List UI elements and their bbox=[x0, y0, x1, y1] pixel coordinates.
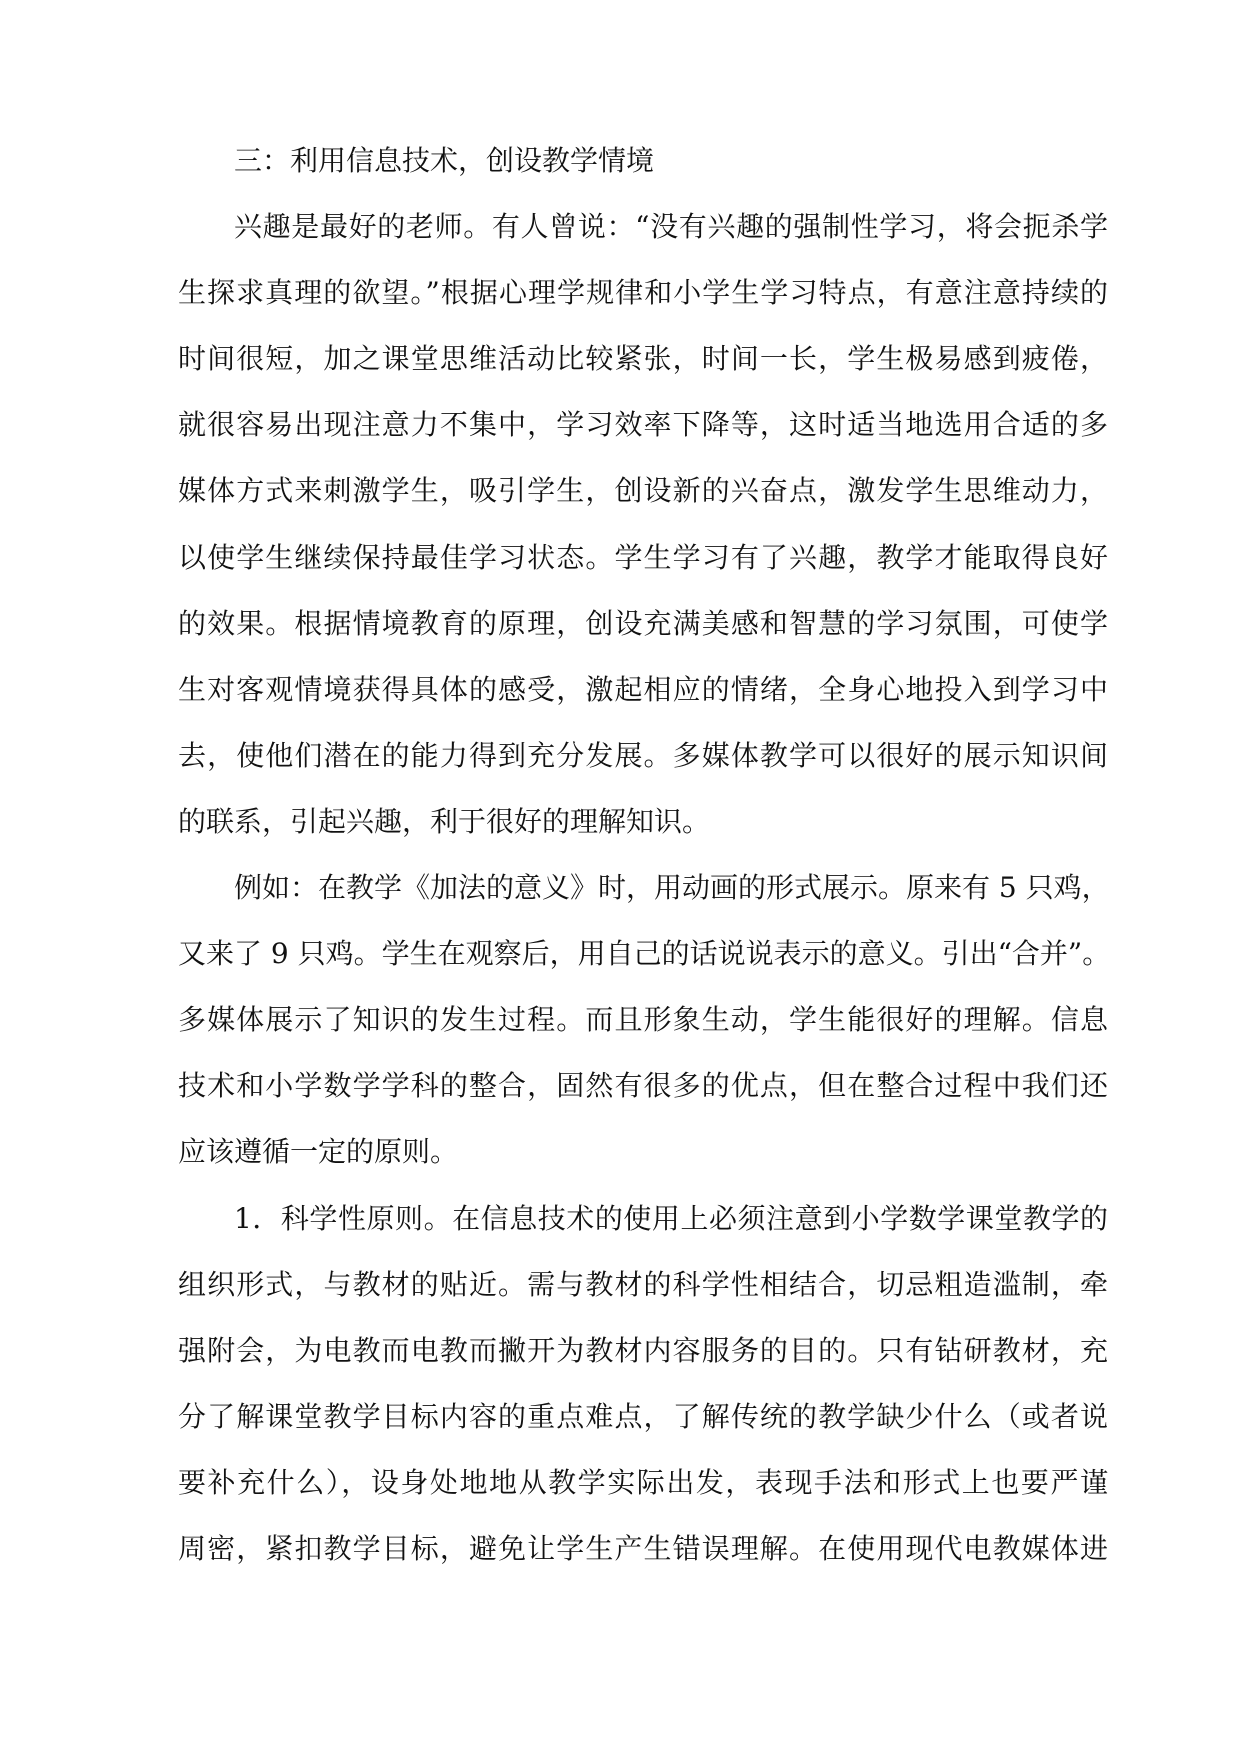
paragraph-line: 多媒体展示了知识的发生过程。而且形象生动，学生能很好的理解。信息 bbox=[178, 1003, 1108, 1037]
paragraph-line: 就很容易出现注意力不集中，学习效率下降等，这时适当地选用合适的多 bbox=[178, 408, 1108, 442]
paragraph-line: 应该遵循一定的原则。 bbox=[178, 1135, 459, 1169]
paragraph-line: 生探求真理的欲望。”根据心理学规律和小学生学习特点，有意注意持续的 bbox=[178, 276, 1108, 310]
paragraph-interest bbox=[178, 194, 1108, 855]
paragraph-line: 组织形式，与教材的贴近。需与教材的科学性相结合，切忌粗造滥制，牵 bbox=[178, 1267, 1108, 1301]
paragraph-line: 例如：在教学《加法的意义》时，用动画的形式展示。原来有 5 只鸡， bbox=[234, 871, 1110, 905]
paragraph-line: 强附会，为电教而电教而撇开为教材内容服务的目的。只有钻研教材，充 bbox=[178, 1333, 1108, 1367]
paragraph-line: 媒体方式来刺激学生，吸引学生，创设新的兴奋点，激发学生思维动力， bbox=[178, 474, 1108, 508]
section-heading: 三：利用信息技术，创设教学情境 bbox=[234, 144, 655, 177]
paragraph-example bbox=[178, 855, 1111, 1185]
paragraph-line: 以使学生继续保持最佳学习状态。学生学习有了兴趣，教学才能取得良好 bbox=[178, 540, 1108, 574]
paragraph-line: 周密，紧扣教学目标，避免让学生产生错误理解。在使用现代电教媒体进 bbox=[178, 1531, 1108, 1565]
paragraph-line: 的效果。根据情境教育的原理，创设充满美感和智慧的学习氛围，可使学 bbox=[178, 606, 1108, 640]
paragraph-scientific-principle bbox=[178, 1186, 1108, 1583]
paragraph-line: 时间很短，加之课堂思维活动比较紧张，时间一长，学生极易感到疲倦， bbox=[178, 342, 1108, 376]
document-body bbox=[178, 128, 1111, 1582]
paragraph-line: 去，使他们潜在的能力得到充分发展。多媒体教学可以很好的展示知识间 bbox=[178, 738, 1108, 772]
paragraph-line: 技术和小学数学学科的整合，固然有很多的优点，但在整合过程中我们还 bbox=[178, 1069, 1108, 1103]
paragraph-line: 分了解课堂教学目标内容的重点难点，了解传统的教学缺少什么（或者说 bbox=[178, 1399, 1108, 1433]
paragraph-line: 兴趣是最好的老师。有人曾说：“没有兴趣的强制性学习，将会扼杀学 bbox=[234, 210, 1108, 244]
paragraph-line: 1．科学性原则。在信息技术的使用上必须注意到小学数学课堂教学的 bbox=[234, 1201, 1108, 1235]
paragraph-line: 的联系，引起兴趣，利于很好的理解知识。 bbox=[178, 804, 711, 838]
paragraph-line: 生对客观情境获得具体的感受，激起相应的情绪，全身心地投入到学习中 bbox=[178, 672, 1108, 706]
paragraph-line: 又来了 9 只鸡。学生在观察后，用自己的话说说表示的意义。引出“合并”。 bbox=[178, 937, 1111, 971]
paragraph-line: 要补充什么），设身处地地从教学实际出发，表现手法和形式上也要严谨 bbox=[178, 1465, 1108, 1499]
